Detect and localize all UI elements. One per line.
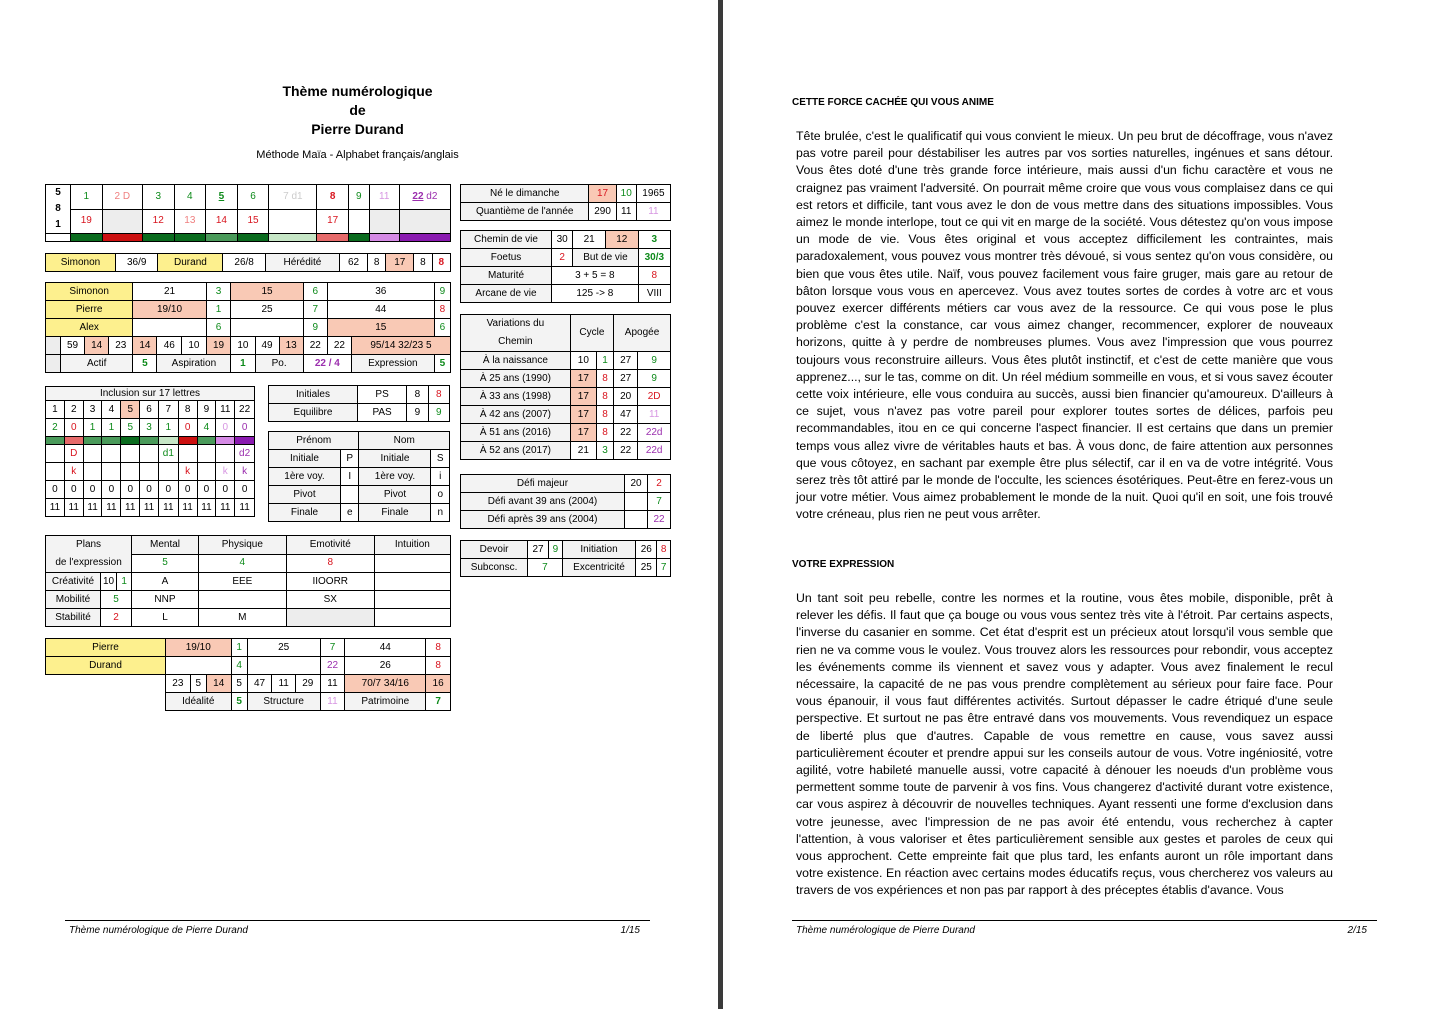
defi-table <box>460 474 671 529</box>
variation-value: 27 <box>614 370 638 388</box>
document-title: Thème numérologique de Pierre Durand <box>282 83 433 137</box>
maturite-value: 8 <box>638 267 670 285</box>
value-cell: 6 <box>206 319 231 337</box>
sum-cell: 14 <box>133 337 157 355</box>
physique-header: Physique <box>198 536 286 555</box>
value-cell: 9 <box>434 283 450 301</box>
heredity-cell: 8 <box>414 254 432 272</box>
grid-cell: 6 <box>237 185 269 210</box>
inclusion-cell: D <box>64 445 83 463</box>
variation-label: À 51 ans (2016) <box>461 424 571 442</box>
value-cell: 8 <box>434 301 450 319</box>
value-cell: 1 <box>206 301 231 319</box>
inclusion-cell: 7 <box>158 401 178 419</box>
variation-value: 8 <box>596 406 613 424</box>
defi-apres-label: Défi après 39 ans (2004) <box>461 511 625 529</box>
page-number: 2/15 <box>1347 925 1367 936</box>
sum-cell: 14 <box>206 675 231 693</box>
variation-label: À 33 ans (1998) <box>461 388 571 406</box>
grid-cell <box>102 209 142 234</box>
grid-cell: 12 <box>142 209 174 234</box>
chemin-value: 21 <box>573 231 606 249</box>
section-paragraph: Tête brulée, c'est le qualificatif qui vous convient le mieux. Un peu brut de décoffrage, vous n'avez pas votre pareil pour déstabiliser les autres par vos sorties naturelles, ingénues et sans détour. Vous êtes doté d'une très grande force intérieure, mais aussi d'un fichu caractère et vous ne craignez pas vraiment l'adversité. On pourrait même croire que vous vous complaisez dans ce qui est retors et difficile, tant vous avez le don de vous mettre dans des situations impossibles. Vous aimez le monde interlope, tout ce qui vit en marge de la société. Vous détestez qu'on vous impose un mode de vie. Vous êtes original et vous acceptez difficilement les contraintes, mais paradoxalement, vous pouvez vous montrer très dévoué, si vous sentez qu'on vous considère, ou bien que vous êtes utile. Naïf, vous pouvez facilement vous faire gruger, mais gare au retour de bâton lorsque vous vous en apercevez. Vous avez toutes sortes de cordes à votre arc et vous pouvez exercer différents métiers car vous avez de la ressource. Ce qui vous pose le plus problème c'est la constance, car vous aimez changer, recommencer, explorer de nouveaux horizons, quitte à y perdre de nombreuses plumes. Vous avez l'impression que vous pourrez toujours vous reconstruire ailleurs. Vous êtes plutôt instinctif, et c'est de cette manière que vous apprenez..., sur le tas, comme on dit. Un réel médium sommeille en vous, et si vous savez écouter cette voix intérieure, elle vous conduira au succès, aussi bien financier qu'amoureux. D'ailleurs à ce sujet, vous n'avez pas votre pareil pour explorer toutes sortes de délices, parfois peu recommandables, itou en ce qui concerne l'aspect financier. Il est certains que dans un premier temps vous allez vivre de véritables hauts et bas. À vous donc, de faire attention aux personnes que vous côtoyez, en sachant par exemple être plus sélectif, car il en va de votre intégrité. Vous serez très tôt attiré par le monde de l'occulte, les sciences ésotériques. Peut-être en ferez-vous un jour votre métier. Vous aimez probablement le monde de la nuit. Quoi qu'il en soit, une fois trouvé votre créneau, plus rien ne peut vous arrêter. <box>796 129 1333 522</box>
po-value: 22 / 4 <box>303 355 351 373</box>
grid-cell: 8 <box>317 185 349 210</box>
value-cell: 25 <box>247 639 320 657</box>
defi-label: Défi majeur <box>461 475 625 493</box>
variation-value: 22d <box>638 442 671 460</box>
plans-value <box>374 591 450 609</box>
inclusion-title: Inclusion sur 17 lettres <box>46 387 255 401</box>
prenom-nom-value: i <box>431 468 450 486</box>
inclusion-cell: 0 <box>178 419 197 437</box>
footer-page-2 <box>792 920 1377 936</box>
actif-value: 5 <box>133 355 157 373</box>
footer-page-1 <box>65 920 650 936</box>
grid-cell: 2 D <box>102 185 142 210</box>
grid-cell: 15 <box>237 209 269 234</box>
prenom-nom-value <box>340 486 359 504</box>
variation-value: 22 <box>614 442 638 460</box>
value-cell: 6 <box>434 319 450 337</box>
inclusion-cell: 6 <box>140 401 159 419</box>
value-cell: 21 <box>133 283 206 301</box>
devoir-value: 9 <box>549 541 563 559</box>
name-cell: Durand <box>46 657 166 675</box>
prenom-nom-value: S <box>431 450 450 468</box>
aspiration-label: Aspiration <box>157 355 231 373</box>
plans-value <box>374 573 450 591</box>
patrimoine-label: Patrimoine <box>345 693 426 711</box>
grid-cell: 3 <box>142 185 174 210</box>
value-cell: 4 <box>231 657 247 675</box>
prenom-nom-label: 1ère voy. <box>269 468 341 486</box>
value-cell: 44 <box>327 301 434 319</box>
defi-value: 2 <box>648 475 671 493</box>
expression-label: Expression <box>351 355 434 373</box>
stabilite-label: Stabilité <box>46 609 101 627</box>
name-cell: Pierre <box>46 639 166 657</box>
inclusion-cell: k <box>235 463 255 481</box>
prenom-nom-value: o <box>431 486 450 504</box>
plans-value: L <box>132 609 199 627</box>
inclusion-cell: 8 <box>178 401 197 419</box>
grid-cell: 19 <box>71 209 103 234</box>
chemin-value: 12 <box>605 231 638 249</box>
sum-cell: 14 <box>85 337 109 355</box>
plans-value: M <box>198 609 286 627</box>
inclusion-cell: k <box>64 463 83 481</box>
defi-value: 20 <box>625 475 648 493</box>
chemin-value: 3 <box>638 231 670 249</box>
variations-table <box>460 314 671 460</box>
value-cell: 25 <box>231 301 303 319</box>
value-cell <box>247 657 320 675</box>
plans-value: 4 <box>198 554 286 573</box>
aspiration-value: 1 <box>231 355 255 373</box>
value-cell: 8 <box>426 639 451 657</box>
sum-cell: 10 <box>231 337 255 355</box>
value-cell: 19/10 <box>133 301 206 319</box>
grid-cell <box>348 209 369 234</box>
birth-value: 17 <box>589 185 616 203</box>
prenom-nom-label: Initiale <box>359 450 431 468</box>
footer-title: Thème numérologique de Pierre Durand <box>796 925 975 936</box>
quantieme-value: 11 <box>636 203 670 221</box>
but-label: But de vie <box>573 249 638 267</box>
equilibre-value: 9 <box>428 404 449 422</box>
inclusion-cell: 11 <box>216 401 235 419</box>
prenom-nom-value: n <box>431 504 450 522</box>
inclusion-cell: 9 <box>197 401 216 419</box>
birth-label: Né le dimanche <box>461 185 589 203</box>
inclusion-cell: 3 <box>140 419 159 437</box>
heredity-label: Hérédité <box>265 254 339 272</box>
inclusion-cell: 2 <box>46 419 65 437</box>
plans-value: 2 <box>101 609 132 627</box>
intuition-header: Intuition <box>374 536 450 555</box>
numbers-grid <box>45 184 451 242</box>
variation-value: 22d <box>638 424 671 442</box>
name-cell: Pierre <box>46 301 133 319</box>
equilibre-value: PAS <box>357 404 406 422</box>
inclusion-cell: k <box>178 463 197 481</box>
plans-value <box>374 609 450 627</box>
arcane-label: Arcane de vie <box>461 285 552 303</box>
arcane-value: VIII <box>638 285 670 303</box>
inclusion-cell: 0 <box>235 419 255 437</box>
value-cell: 26 <box>345 657 426 675</box>
variation-value: 3 <box>596 442 613 460</box>
plans-value: 5 <box>101 591 132 609</box>
inclusion-cell: 4 <box>102 401 121 419</box>
initials-value: 8 <box>428 386 449 404</box>
last-name-value: 26/8 <box>223 254 265 272</box>
emotivite-header: Emotivité <box>286 536 374 555</box>
inclusion-cell: 1 <box>46 401 65 419</box>
grid-row-labels: 5 8 1 <box>46 185 71 234</box>
prenom-nom-label: Pivot <box>269 486 341 504</box>
first-name-value: 36/9 <box>116 254 158 272</box>
plans-value: IIOORR <box>286 573 374 591</box>
value-cell: 9 <box>303 319 327 337</box>
value-cell <box>133 319 206 337</box>
inclusion-cell: d1 <box>158 445 178 463</box>
po-label: Po. <box>255 355 303 373</box>
plans-value: NNP <box>132 591 199 609</box>
inclusion-cell: 0 <box>216 419 235 437</box>
inclusion-cell: 1 <box>102 419 121 437</box>
variation-value: 2D <box>638 388 671 406</box>
initiation-value: 26 <box>636 541 657 559</box>
value-cell <box>166 657 232 675</box>
inclusion-cell: d2 <box>235 445 255 463</box>
variation-value: 20 <box>614 388 638 406</box>
sum-cell: 59 <box>61 337 85 355</box>
initials-label: Initiales <box>269 386 358 404</box>
plans-header: Plans de l'expression <box>46 536 132 573</box>
heredity-cell: 62 <box>340 254 368 272</box>
nom-header: Nom <box>359 432 450 450</box>
grid-cell <box>399 209 450 234</box>
sum-cell: 46 <box>157 337 182 355</box>
apogee-header: Apogée <box>614 315 671 352</box>
grid-cell: 9 <box>348 185 369 210</box>
prenom-nom-value: e <box>340 504 359 522</box>
variation-label: À 25 ans (1990) <box>461 370 571 388</box>
grid-cell <box>269 209 317 234</box>
heredity-cell: 8 <box>432 254 450 272</box>
sum-cell: 29 <box>295 675 320 693</box>
prenom-nom-table <box>268 431 450 522</box>
sum-cell: 47 <box>247 675 272 693</box>
initials-table <box>268 385 450 422</box>
sum-cell: 13 <box>279 337 303 355</box>
variation-value: 1 <box>596 352 613 370</box>
plans-value <box>374 554 450 573</box>
inclusion-cell: 3 <box>83 401 102 419</box>
prenom-nom-label: Finale <box>359 504 431 522</box>
foetus-label: Foetus <box>461 249 552 267</box>
expression-value: 5 <box>434 355 450 373</box>
plans-value <box>286 609 374 627</box>
prenom-nom-value: I <box>340 468 359 486</box>
maturite-expr: 3 + 5 = 8 <box>552 267 639 285</box>
sum-cell: 95/14 32/23 5 <box>351 337 450 355</box>
equilibre-value: 9 <box>407 404 428 422</box>
sum-cell: 11 <box>320 675 345 693</box>
excentricite-value: 25 <box>636 559 657 577</box>
section-heading: CETTE FORCE CACHÉE QUI VOUS ANIME <box>792 97 994 108</box>
quantieme-value: 11 <box>616 203 636 221</box>
variation-value: 11 <box>638 406 671 424</box>
sum-cell: 22 <box>327 337 351 355</box>
sum-cell: 49 <box>255 337 279 355</box>
value-cell: 22 <box>320 657 345 675</box>
prenom-nom-label: Initiale <box>269 450 341 468</box>
value-cell <box>231 319 303 337</box>
actif-label: Actif <box>61 355 133 373</box>
section-heading: VOTRE EXPRESSION <box>792 559 895 570</box>
defi-apres-value: 22 <box>648 511 671 529</box>
plans-value: 8 <box>286 554 374 573</box>
sum-cell: 23 <box>166 675 191 693</box>
sum-cell: 70/7 34/16 <box>345 675 426 693</box>
structure-value: 11 <box>320 693 345 711</box>
grid-cell: 13 <box>174 209 206 234</box>
variations-header: Variations du Chemin <box>461 315 571 352</box>
method-subtitle: Méthode Maïa - Alphabet français/anglais <box>256 149 459 161</box>
plans-value: SX <box>286 591 374 609</box>
value-cell: 1 <box>231 639 247 657</box>
birth-value: 10 <box>616 185 636 203</box>
foetus-value: 2 <box>552 249 573 267</box>
inclusion-cell: 5 <box>121 401 140 419</box>
inclusion-cell: 1 <box>158 419 178 437</box>
inclusion-cell: 1 <box>83 419 102 437</box>
grid-cell <box>369 209 399 234</box>
name-cell: Simonon <box>46 283 133 301</box>
value-cell: 15 <box>231 283 303 301</box>
heredity-cell: 17 <box>386 254 414 272</box>
prenom-nom-label: 1ère voy. <box>359 468 431 486</box>
variation-value: 27 <box>614 352 638 370</box>
sum-cell: 23 <box>109 337 133 355</box>
prenom-nom-label: Finale <box>269 504 341 522</box>
grid-cell: 11 <box>369 185 399 210</box>
prenom-header: Prénom <box>269 432 359 450</box>
subconscient-value: 7 <box>528 559 563 577</box>
creativite-label: Créativité <box>46 573 101 591</box>
defi-avant-label: Défi avant 39 ans (2004) <box>461 493 625 511</box>
first-names-table <box>45 282 451 373</box>
subconscient-label: Subconsc. <box>461 559 528 577</box>
variation-value: 8 <box>596 388 613 406</box>
names-row <box>45 253 451 272</box>
plans-value: A <box>132 573 199 591</box>
prenom-nom-value: P <box>340 450 359 468</box>
section-paragraph: Un tant soit peu rebelle, contre les normes et la routine, vous êtes mobile, disponible, prêt à relever les défis. Il faut que ça bouge ou vous vous sentez très vite à l'étroit. Par certains aspects, l'inverse du casanier en somme. Cet état d'esprit est un précieux atout lorsqu'il vous semble que rien ne va comme vous le voulez. Vous trouvez alors les ressources pour rebondir, vous acceptez les événements comme ils viennent et savez vous y adapter. Vous avez finalement le recul nécessaire, la capacité de ne pas vous prendre complètement au sérieux pour faire face. Pour vous épanouir, il vous faut différentes activités. Surtout dépasser le cadre étriqué d'une seule perspective. Et surtout ne pas être entravé dans vos mouvements. Vous revendiquez un espace de liberté plus que d'autres. Capable de vous remettre en cause, vous savez aussi particulièrement écouter et prendre appui sur les conseils autour de vous. Votre ingéniosité, votre agilité, votre habileté manuelle aussi, votre capacité à dénouer les noeuds d'un problème vous permettent somme toute de parvenir à vos fins. Vous changerez d'activité durant votre existence, car vous aspirez à découvrir de nouvelles techniques. Ayant ressenti une forme d'exclusion dans votre jeunesse, avec l'impression de ne pas avoir été entendu, vous recherchez à capter l'attention, à vous valoriser et êtes particulièrement sensible aux gestes et paroles de ceux qui vous approchent. Cette empreinte fait que plus tard, les enfants auront un rôle important dans votre existence. En réaction avec certains modes éducatifs reçus, vous chercherez vos valeurs au travers de vos expériences et non pas par rapport à des préceptes établis d'avance. Vous <box>796 591 1333 898</box>
variation-value: 17 <box>570 388 596 406</box>
grid-cell: 22 d2 <box>399 185 450 210</box>
prenom-nom-label: Pivot <box>359 486 431 504</box>
mental-header: Mental <box>132 536 199 555</box>
last-name-cell: Durand <box>158 254 223 272</box>
value-cell: 15 <box>327 319 434 337</box>
inclusion-cell: 2 <box>64 401 83 419</box>
devoir-label: Devoir <box>461 541 528 559</box>
devoir-table <box>460 540 671 577</box>
patrimoine-value: 7 <box>426 693 451 711</box>
initials-value: PS <box>357 386 406 404</box>
first-name-cell: Simonon <box>46 254 116 272</box>
variation-label: À la naissance <box>461 352 571 370</box>
value-cell: 19/10 <box>166 639 232 657</box>
inclusion-cell: k <box>216 463 235 481</box>
name-cell: Alex <box>46 319 133 337</box>
chemin-value: 30 <box>552 231 573 249</box>
excentricite-label: Excentricité <box>562 559 636 577</box>
variation-value: 47 <box>614 406 638 424</box>
inclusion-table: Inclusion sur 17 lettres 1 2 3 4 5 6 7 8 9 11 22 2 0 1 1 5 3 1 0 4 0 0 D d1 d2 k k k k 0 0 0 0 0 0 0 0 0 0 0 11 11 11 11 11 11 11 11 11 11 11 <box>45 386 255 517</box>
birth-table <box>460 184 671 221</box>
plans-value: 10 <box>101 573 117 591</box>
initiation-label: Initiation <box>562 541 636 559</box>
equilibre-label: Equilibre <box>269 404 358 422</box>
defi-avant-value: 7 <box>648 493 671 511</box>
idealite-label: Idéalité <box>166 693 232 711</box>
arcane-expr: 125 -> 8 <box>552 285 639 303</box>
idealite-value: 5 <box>231 693 247 711</box>
inclusion-cell: 4 <box>197 419 216 437</box>
chemin-label: Chemin de vie <box>461 231 552 249</box>
value-cell: 7 <box>303 301 327 319</box>
quantieme-value: 290 <box>589 203 616 221</box>
variation-value: 17 <box>570 424 596 442</box>
devoir-value: 27 <box>528 541 549 559</box>
value-cell: 6 <box>303 283 327 301</box>
variation-value: 17 <box>570 370 596 388</box>
sum-cell: 11 <box>272 675 296 693</box>
maturite-label: Maturité <box>461 267 552 285</box>
page-1 <box>0 0 718 1009</box>
cycle-header: Cycle <box>570 315 613 352</box>
quantieme-label: Quantième de l'année <box>461 203 589 221</box>
grid-cell: 1 <box>71 185 103 210</box>
variation-value: 8 <box>596 370 613 388</box>
structure-label: Structure <box>247 693 320 711</box>
pierre-durand-table <box>45 638 451 711</box>
sum-cell: 5 <box>231 675 247 693</box>
page-number: 1/15 <box>620 925 640 936</box>
variation-value: 22 <box>614 424 638 442</box>
plans-value: 5 <box>132 554 199 573</box>
sum-cell: 5 <box>190 675 206 693</box>
inclusion-cell: 22 <box>235 401 255 419</box>
but-value: 30/3 <box>638 249 670 267</box>
footer-title: Thème numérologique de Pierre Durand <box>69 925 248 936</box>
grid-cell: 7 d1 <box>269 185 317 210</box>
grid-cell: 17 <box>317 209 349 234</box>
variation-value: 8 <box>596 424 613 442</box>
inclusion-cell: 0 <box>64 419 83 437</box>
plans-value <box>198 591 286 609</box>
inclusion-cell: 5 <box>121 419 140 437</box>
value-cell: 7 <box>320 639 345 657</box>
initiation-value: 8 <box>657 541 671 559</box>
sum-cell: 16 <box>426 675 451 693</box>
variation-value: 17 <box>570 406 596 424</box>
grid-cell: 4 <box>174 185 206 210</box>
variation-value: 9 <box>638 370 671 388</box>
variation-value: 9 <box>638 352 671 370</box>
birth-value: 1965 <box>636 185 670 203</box>
grid-cell: 14 <box>206 209 238 234</box>
sum-cell: 10 <box>182 337 207 355</box>
value-cell: 44 <box>345 639 426 657</box>
mobilite-label: Mobilité <box>46 591 101 609</box>
variation-value: 10 <box>570 352 596 370</box>
variation-label: À 52 ans (2017) <box>461 442 571 460</box>
variation-value: 21 <box>570 442 596 460</box>
variation-label: À 42 ans (2007) <box>461 406 571 424</box>
sum-cell: 22 <box>303 337 327 355</box>
value-cell: 8 <box>426 657 451 675</box>
value-cell: 36 <box>327 283 434 301</box>
chemin-table <box>460 230 671 303</box>
plans-value: EEE <box>198 573 286 591</box>
plans-value: 1 <box>117 573 132 591</box>
page-2 <box>723 0 1441 1009</box>
initials-value: 8 <box>407 386 428 404</box>
value-cell: 3 <box>206 283 231 301</box>
plans-table <box>45 535 451 627</box>
grid-cell: 5 <box>206 185 238 210</box>
excentricite-value: 7 <box>657 559 671 577</box>
sum-cell: 19 <box>206 337 231 355</box>
heredity-cell: 8 <box>368 254 386 272</box>
